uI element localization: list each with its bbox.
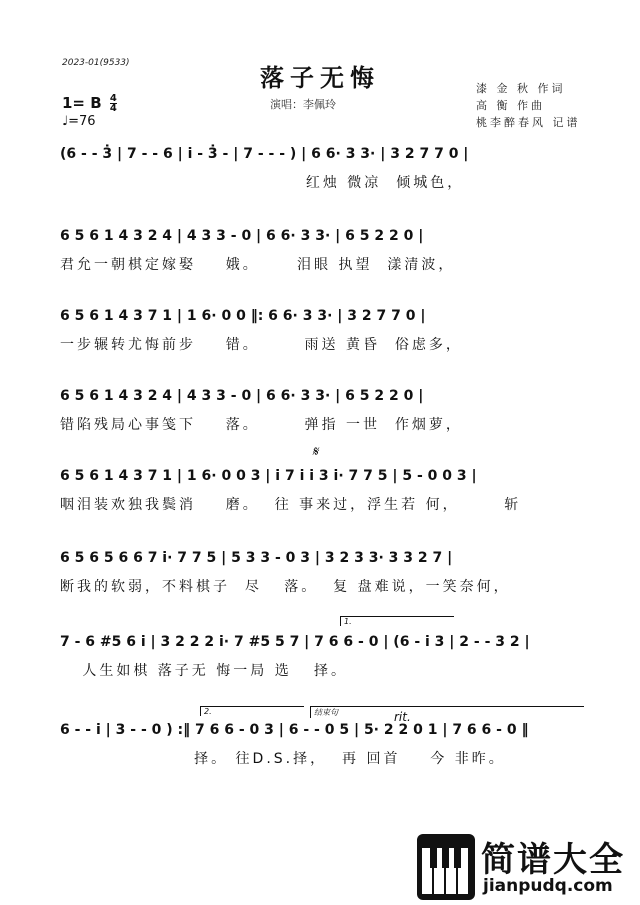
notation-svg-6 [60,544,585,570]
key-label: 1= B [62,94,102,112]
key-signature [62,94,117,113]
lyric-line-6: 断我的软弱，不料棋子 尽 落。 复 盘难说，一笑奈何， [60,579,511,595]
notation-text-6: 6 5 6 5 6 6 7 i· 7 7 5 | 5 3 3 - 0 3 | 3 2 3 3· 3 3 2 7 | [60,550,453,566]
notation-svg-2 [60,222,585,248]
tempo-value: =76 [68,114,96,129]
notation-text-4: 6 5 6 1 4 3 2 4 | 4 3 3 - 0 | 6 6· 3 3· | 6 5 2 2 0 | [60,388,424,404]
notation-line-5 [60,462,585,488]
transcriber-credit: 桃李醉春风 记谱 [476,116,581,129]
singer-credit: 演唱：李佩玲 [270,98,336,111]
time-top: 4 [109,93,117,104]
first-ending: 1. [340,616,454,626]
lyric-line-2: 君允一朝棋定嫁娶 娥。 泪眼 执望 漾清波， [60,257,456,273]
notation-line-1 [60,140,585,166]
piano-black-key [454,840,461,868]
score-system-1 [60,140,585,200]
score-system-7 [60,617,585,688]
quarter-note-icon: ♩ [62,114,69,129]
ritardando-mark: rit. [394,710,411,724]
notation-text-5: 6 5 6 1 4 3 7 1 | 1 6· 0 0 3 | i 7 i i 3 i· 7 7 5 | 5 - 0 0 3 | [60,468,477,484]
time-signature [110,94,117,113]
score-code: 2023-01(9533) [62,58,130,68]
notation-line-4 [60,382,585,408]
credits [476,80,581,131]
notation-svg-8 [60,716,585,742]
lyricist-credit: 漆 金 秋 作词 [476,82,566,95]
notation-text-3: 6 5 6 1 4 3 7 1 | 1 6· 0 0 ‖: 6 6· 3 3· | 3 2 7 7 0 | [60,308,426,324]
composer-credit: 高 衡 作曲 [476,99,545,112]
piano-black-key [430,840,437,868]
segno-icon: 𝄋 [312,444,319,460]
lyric-line-4: 错陷残局心事笺下 落。 弹指 一世 作烟萝， [60,417,463,433]
notation-line-8 [60,716,585,742]
piano-black-key [442,840,449,868]
logo-url: jianpudq.com [483,876,613,896]
time-bottom: 4 [109,103,117,114]
notation-text-2: 6 5 6 1 4 3 2 4 | 4 3 3 - 0 | 6 6· 3 3· | 6 5 2 2 0 | [60,228,424,244]
notation-line-3 [60,302,585,328]
tempo-mark [62,114,96,129]
lyric-line-8: 择。 往D.S.择， 再 回首 今 非昨。 [60,751,506,767]
score-system-6 [60,544,585,604]
score-system-8 [60,707,585,776]
notation-svg-7 [60,628,585,654]
notation-line-2 [60,222,585,248]
lyric-line-7: 人生如棋 落子无 悔一局 选 择。 [60,663,349,679]
notation-line-7 [60,628,585,654]
notation-svg-4 [60,382,585,408]
notation-text-7: 7 - 6 #5 6 i | 3 2 2 2 i· 7 #5 5 7 | 7 6 6 - 0 | (6 - i 3 | 2 - - 3 2 | [60,634,530,650]
logo-name: 简谱大全 [481,840,625,880]
lyric-line-5: 咽泪装欢独我鬓消 磨。 往 事来过，浮生若 何， 斩 [60,497,522,513]
song-title: 落子无悔 [260,63,380,92]
score-system-5 [60,444,585,522]
score-system-3 [60,302,585,362]
notation-svg-3 [60,302,585,328]
notation-svg-5 [60,462,585,488]
lyric-line-1: 红烛 微凉 倾城色， [60,175,465,191]
piano-keys-icon [417,834,475,900]
notation-svg-1 [60,140,585,166]
site-logo [417,828,637,905]
lyric-line-3: 一步辗转尤悔前步 错。 雨送 黄昏 俗虑多， [60,337,463,353]
notation-text-8: 6 - - i | 3 - - 0 ) :‖ 7 6 6 - 0 3 | 6 - - 0 5 | 5· 2 2 0 1 | 7 6 6 - 0 ‖ [60,722,529,738]
notation-text-1: (6 - - 3̇ | 7 - - 6 | i - 3̇ - | 7 - - - ) | 6 6· 3 3· | 3 2 7 7 0 | [60,146,469,162]
second-ending: 2. [200,706,304,716]
score-system-4 [60,382,585,442]
notation-line-6 [60,544,585,570]
score-system-2 [60,222,585,282]
coda-section-label: 结束句 [310,706,584,718]
